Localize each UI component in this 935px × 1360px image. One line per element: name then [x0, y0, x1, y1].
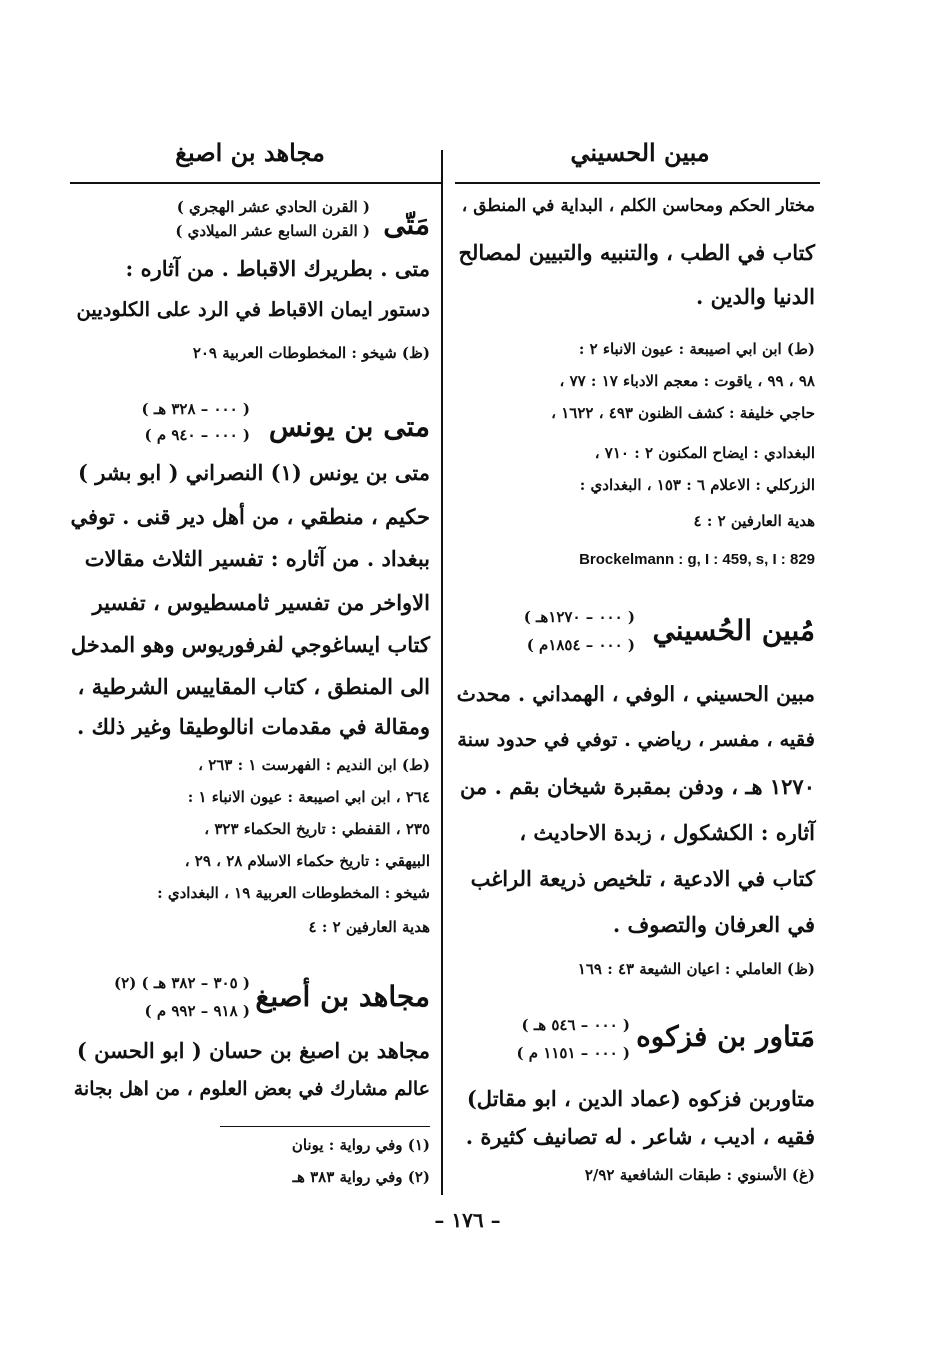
entry-date-gregorian: ( ٠٠٠ – ١٨٥٤م ): [526, 636, 635, 654]
text-line: متاوربن فزكوه (عماد الدين ، ابو مقاتل): [466, 1086, 815, 1111]
left-column: [70, 0, 430, 1200]
entry-date-gregorian: ( ٠٠٠ – ٩٤٠ م ): [144, 426, 250, 444]
text-line: الاواخر من تفسير ثامسطيوس ، تفسير: [92, 590, 430, 615]
text-line: ١٢٧٠ هـ ، ودفن بمقبرة شيخان بقم . من: [460, 774, 815, 799]
reference-line: هدية العارفين ٢ : ٤: [693, 512, 815, 530]
entry-date-hijri: ( ٠٠٠ – ١٢٧٠هـ ): [523, 608, 635, 626]
text-line: الدنيا والدين .: [696, 284, 815, 309]
text-line: مجاهد بن اصبغ بن حسان ( ابو الحسن ): [76, 1038, 430, 1063]
reference-line: ٢٦٤ ، ابن ابي اصيبعة : عيون الانباء ١ :: [187, 788, 430, 806]
reference-line: البيهقي : تاريخ حكماء الاسلام ٢٨ ، ٢٩ ،: [184, 852, 430, 870]
column-divider: [441, 150, 443, 1195]
entry-name: متى بن يونس: [268, 410, 430, 443]
entry-date-hijri: ( ٠٠٠ – ٥٤٦ هـ ): [521, 1016, 630, 1034]
text-line: فقيه ، مفسر ، رياضي . توفي في حدود سنة: [457, 728, 815, 751]
reference-line: (غ) الأسنوي : طبقات الشافعية ٢/٩٢: [584, 1166, 815, 1184]
right-column: [455, 0, 815, 1200]
text-line: ومقالة في مقدمات انالوطيقا وغير ذلك .: [77, 714, 430, 739]
right-header-title: مبين الحسيني: [570, 138, 710, 167]
text-line: كتاب في الطب ، والتنبيه والتبيين لمصالح: [458, 240, 815, 265]
text-line: مختار الحكم ومحاسن الكلم ، البداية في المنطق ،: [461, 196, 815, 216]
text-line: متى بن يونس (١) النصراني ( ابو بشر ): [78, 460, 430, 485]
reference-line: البغدادي : ايضاح المكنون ٢ : ٧١٠ ،: [594, 444, 815, 462]
text-line: كتاب في الادعية ، تلخيص ذريعة الراغب: [470, 866, 815, 891]
entry-date-gregorian: ( ٩١٨ – ٩٩٢ م ): [144, 1002, 250, 1020]
reference-line: هدية العارفين ٢ : ٤: [308, 918, 430, 936]
text-line: كتاب ايساغوجي لفرفوريوس وهو المدخل: [70, 632, 430, 657]
page-number: – ١٧٦ –: [434, 1208, 501, 1232]
footnote: (٢) وفي رواية ٣٨٣ هـ: [292, 1168, 430, 1186]
text-line: ببغداد . من آثاره : تفسير الثلاث مقالات: [84, 546, 430, 571]
text-line: فقيه ، اديب ، شاعر . له تصانيف كثيرة .: [465, 1124, 815, 1149]
entry-date-hijri: ( القرن الحادي عشر الهجري ): [176, 198, 370, 216]
footnote-rule: [220, 1126, 430, 1127]
reference-line: (ط) ابن ابي اصيبعة : عيون الانباء ٢ :: [578, 340, 815, 358]
text-line: آثاره : الكشكول ، زبدة الاحاديث ،: [519, 820, 815, 845]
footnote: (١) وفي رواية : يونان: [291, 1136, 430, 1154]
entry-date-gregorian: ( القرن السابع عشر الميلادي ): [175, 222, 370, 240]
reference-line: (ظ) شيخو : المخطوطات العربية ٢٠٩: [192, 344, 430, 362]
text-line: حكيم ، منطقي ، من أهل دير قنى . توفي: [70, 504, 430, 529]
text-line: الى المنطق ، كتاب المقاييس الشرطية ،: [77, 674, 430, 699]
reference-line: ٢٣٥ ، القفطي : تاريخ الحكماء ٣٢٣ ،: [204, 820, 430, 838]
text-line: في العرفان والتصوف .: [612, 912, 815, 937]
latin-reference: Brockelmann : g, I : 459, s, I : 829: [579, 551, 815, 568]
entry-name: مجاهد بن أصبغ: [255, 980, 430, 1013]
entry-date-hijri: ( ٣٠٥ – ٣٨٢ هـ ) (٢): [114, 974, 250, 992]
reference-line: شيخو : المخطوطات العربية ١٩ ، البغدادي :: [157, 884, 430, 902]
reference-line: حاجي خليفة : كشف الظنون ٤٩٣ ، ١٦٢٢ ،: [551, 404, 815, 422]
left-header-title: مجاهد بن اصبغ: [175, 138, 325, 167]
reference-line: الزركلي : الاعلام ٦ : ١٥٣ ، البغدادي :: [579, 476, 815, 494]
reference-line: (ظ) العاملي : اعيان الشيعة ٤٣ : ١٦٩: [577, 960, 815, 978]
entry-name: مَتاور بن فزكوه: [636, 1020, 815, 1053]
text-line: مبين الحسيني ، الوفي ، الهمداني . محدث: [456, 682, 815, 706]
text-line: متى . بطريرك الاقباط . من آثاره :: [125, 256, 430, 281]
reference-line: (ط) ابن النديم : الفهرست ١ : ٢٦٣ ،: [198, 756, 430, 774]
entry-date-hijri: ( ٠٠٠ – ٣٢٨ هـ ): [141, 400, 250, 418]
entry-name: مُبين الحُسيني: [652, 614, 815, 647]
entry-date-gregorian: ( ٠٠٠ – ١١٥١ م ): [516, 1044, 630, 1062]
entry-name: مَتّى: [383, 208, 430, 241]
text-line: عالم مشارك في بعض العلوم ، من اهل بجانة: [73, 1078, 430, 1100]
text-line: دستور ايمان الاقباط في الرد على الكلوديين: [76, 298, 430, 321]
reference-line: ٩٨ ، ٩٩ ، ياقوت : معجم الادباء ١٧ : ٧٧ ،: [559, 372, 815, 390]
